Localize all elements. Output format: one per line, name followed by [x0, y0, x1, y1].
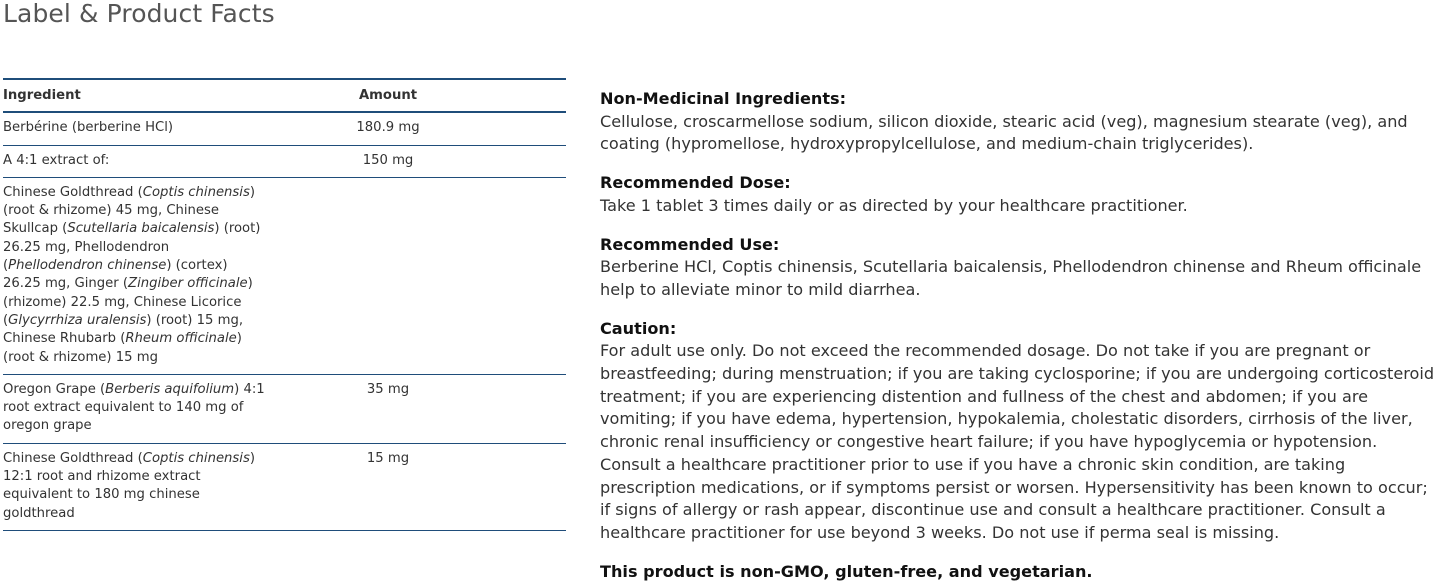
non-medicinal-heading: Non-Medicinal Ingredients:: [600, 89, 847, 108]
ingredient-text: ) (cortex) 26.25 mg, Ginger (: [3, 258, 228, 292]
ingredient-text: Berbérine (berberine HCl): [3, 120, 174, 136]
amount-cell: 150 mg: [267, 145, 509, 177]
ingredient-text: A 4:1 extract of:: [3, 152, 110, 168]
amount-cell: [267, 177, 509, 374]
recommended-use-heading: Recommended Use:: [600, 234, 780, 254]
botanical-name: Phellodendron chinense: [8, 258, 167, 274]
recommended-use-section: [600, 234, 1440, 302]
ingredient-text: ) (root) 15 mg, Chinese Rhubarb (: [3, 312, 244, 347]
table-spacer-cell: [509, 177, 566, 374]
table-row: [3, 145, 566, 177]
recommended-dose-heading: Recommended Dose:: [600, 173, 791, 193]
ingredients-table-body: [3, 112, 566, 530]
table-spacer-cell: [509, 374, 566, 443]
ingredient-text: ) (root & rhizome) 45 mg, Chinese Skullcap (: [3, 184, 255, 237]
botanical-name: Rheum officinale: [125, 331, 237, 347]
ingredient-text: ) (root & rhizome) 15 mg: [3, 331, 242, 365]
page-title: Label & Product Facts: [3, 0, 275, 28]
recommended-dose-section: [600, 172, 1440, 217]
amount-column-header: Amount: [358, 88, 418, 103]
recommended-use-text: Berberine HCl, Coptis chinensis, Scutellaria baicalensis, Phellodendron chinense and Rheum officinale help to alleviate minor to mild diarrhea.: [600, 257, 1422, 299]
non-medicinal-section: [600, 88, 1440, 156]
table-row: [3, 374, 566, 443]
amount-cell: 35 mg: [267, 374, 509, 443]
botanical-name: Coptis chinensis: [142, 450, 250, 466]
botanical-name: Berberis aquifolium: [105, 381, 235, 397]
recommended-dose-text: Take 1 tablet 3 times daily or as directed by your healthcare practitioner.: [600, 195, 1188, 215]
table-row: [3, 177, 566, 374]
ingredient-text: ) 4:1 root extract equivalent to 140 mg of oregon grape: [3, 381, 265, 434]
non-medicinal-text: Cellulose, croscarmellose sodium, silicon dioxide, stearic acid (veg), magnesium stearate (veg), and coating (hypromellose, hydroxypropylcellulose, and medium-chain triglycerides).: [600, 111, 1408, 154]
table-row: [3, 112, 566, 145]
product-info-column: [600, 88, 1440, 583]
ingredient-cell: [3, 112, 267, 145]
ingredient-text: Chinese Goldthread (: [3, 184, 143, 200]
table-spacer-cell: [509, 145, 566, 177]
ingredient-cell: [3, 177, 267, 374]
botanical-name: Coptis chinensis: [142, 184, 250, 200]
table-spacer-cell: [509, 112, 566, 145]
caution-section: [600, 318, 1440, 545]
ingredients-table: [3, 78, 566, 531]
amount-cell: 180.9 mg: [267, 112, 509, 145]
ingredient-cell: [3, 145, 267, 177]
table-spacer-cell: [509, 443, 566, 530]
ingredient-text: Oregon Grape (: [3, 381, 106, 397]
caution-text: For adult use only. Do not exceed the recommended dosage. Do not take if you are pregnant or breastfeeding; during menstruation; if you are taking cyclosporine; if you are undergoing corticosteroid treatment; if you are experiencing distention and fullness of the chest and abdomen; if you are vomiting; if you have edema, hypertension, hypokalemia, cholestatic disorders, cirrhosis of the liver, chronic renal insufficiency or congestive heart failure; if you have hypoglycemia or hypotension. Consult a healthcare practitioner prior to use if you have a chronic skin condition, are taking prescription medications, or if symptoms persist or worsen. Hypersensitivity has been known to occur; if signs of allergy or rash appear, discontinue use and consult a healthcare practitioner. Consult a healthcare practitioner for use beyond 3 weeks. Do not use if perma seal is missing.: [600, 341, 1435, 542]
table-header-row: [3, 79, 566, 112]
caution-heading: Caution:: [600, 318, 677, 338]
ingredient-cell: [3, 374, 267, 443]
ingredient-cell: [3, 443, 267, 530]
ingredient-text: ) (rhizome) 22.5 mg, Chinese Licorice (: [3, 276, 253, 328]
table-row: [3, 443, 566, 530]
ingredient-text: Chinese Goldthread (: [3, 450, 143, 466]
botanical-name: Scutellaria baicalensis: [67, 221, 215, 237]
ingredient-column-header: Ingredient: [3, 88, 81, 103]
product-attributes-note: This product is non-GMO, gluten-free, and vegetarian.: [600, 561, 1093, 581]
amount-cell: 15 mg: [267, 443, 509, 530]
ingredient-text: ) (root) 26.25 mg, Phellodendron (: [3, 221, 261, 274]
ingredient-text: ) 12:1 root and rhizome extract equivalent to 180 mg chinese goldthread: [3, 450, 255, 521]
botanical-name: Zingiber officinale: [128, 276, 248, 292]
table-spacer-header: [509, 79, 566, 112]
botanical-name: Glycyrrhiza uralensis: [8, 312, 147, 328]
